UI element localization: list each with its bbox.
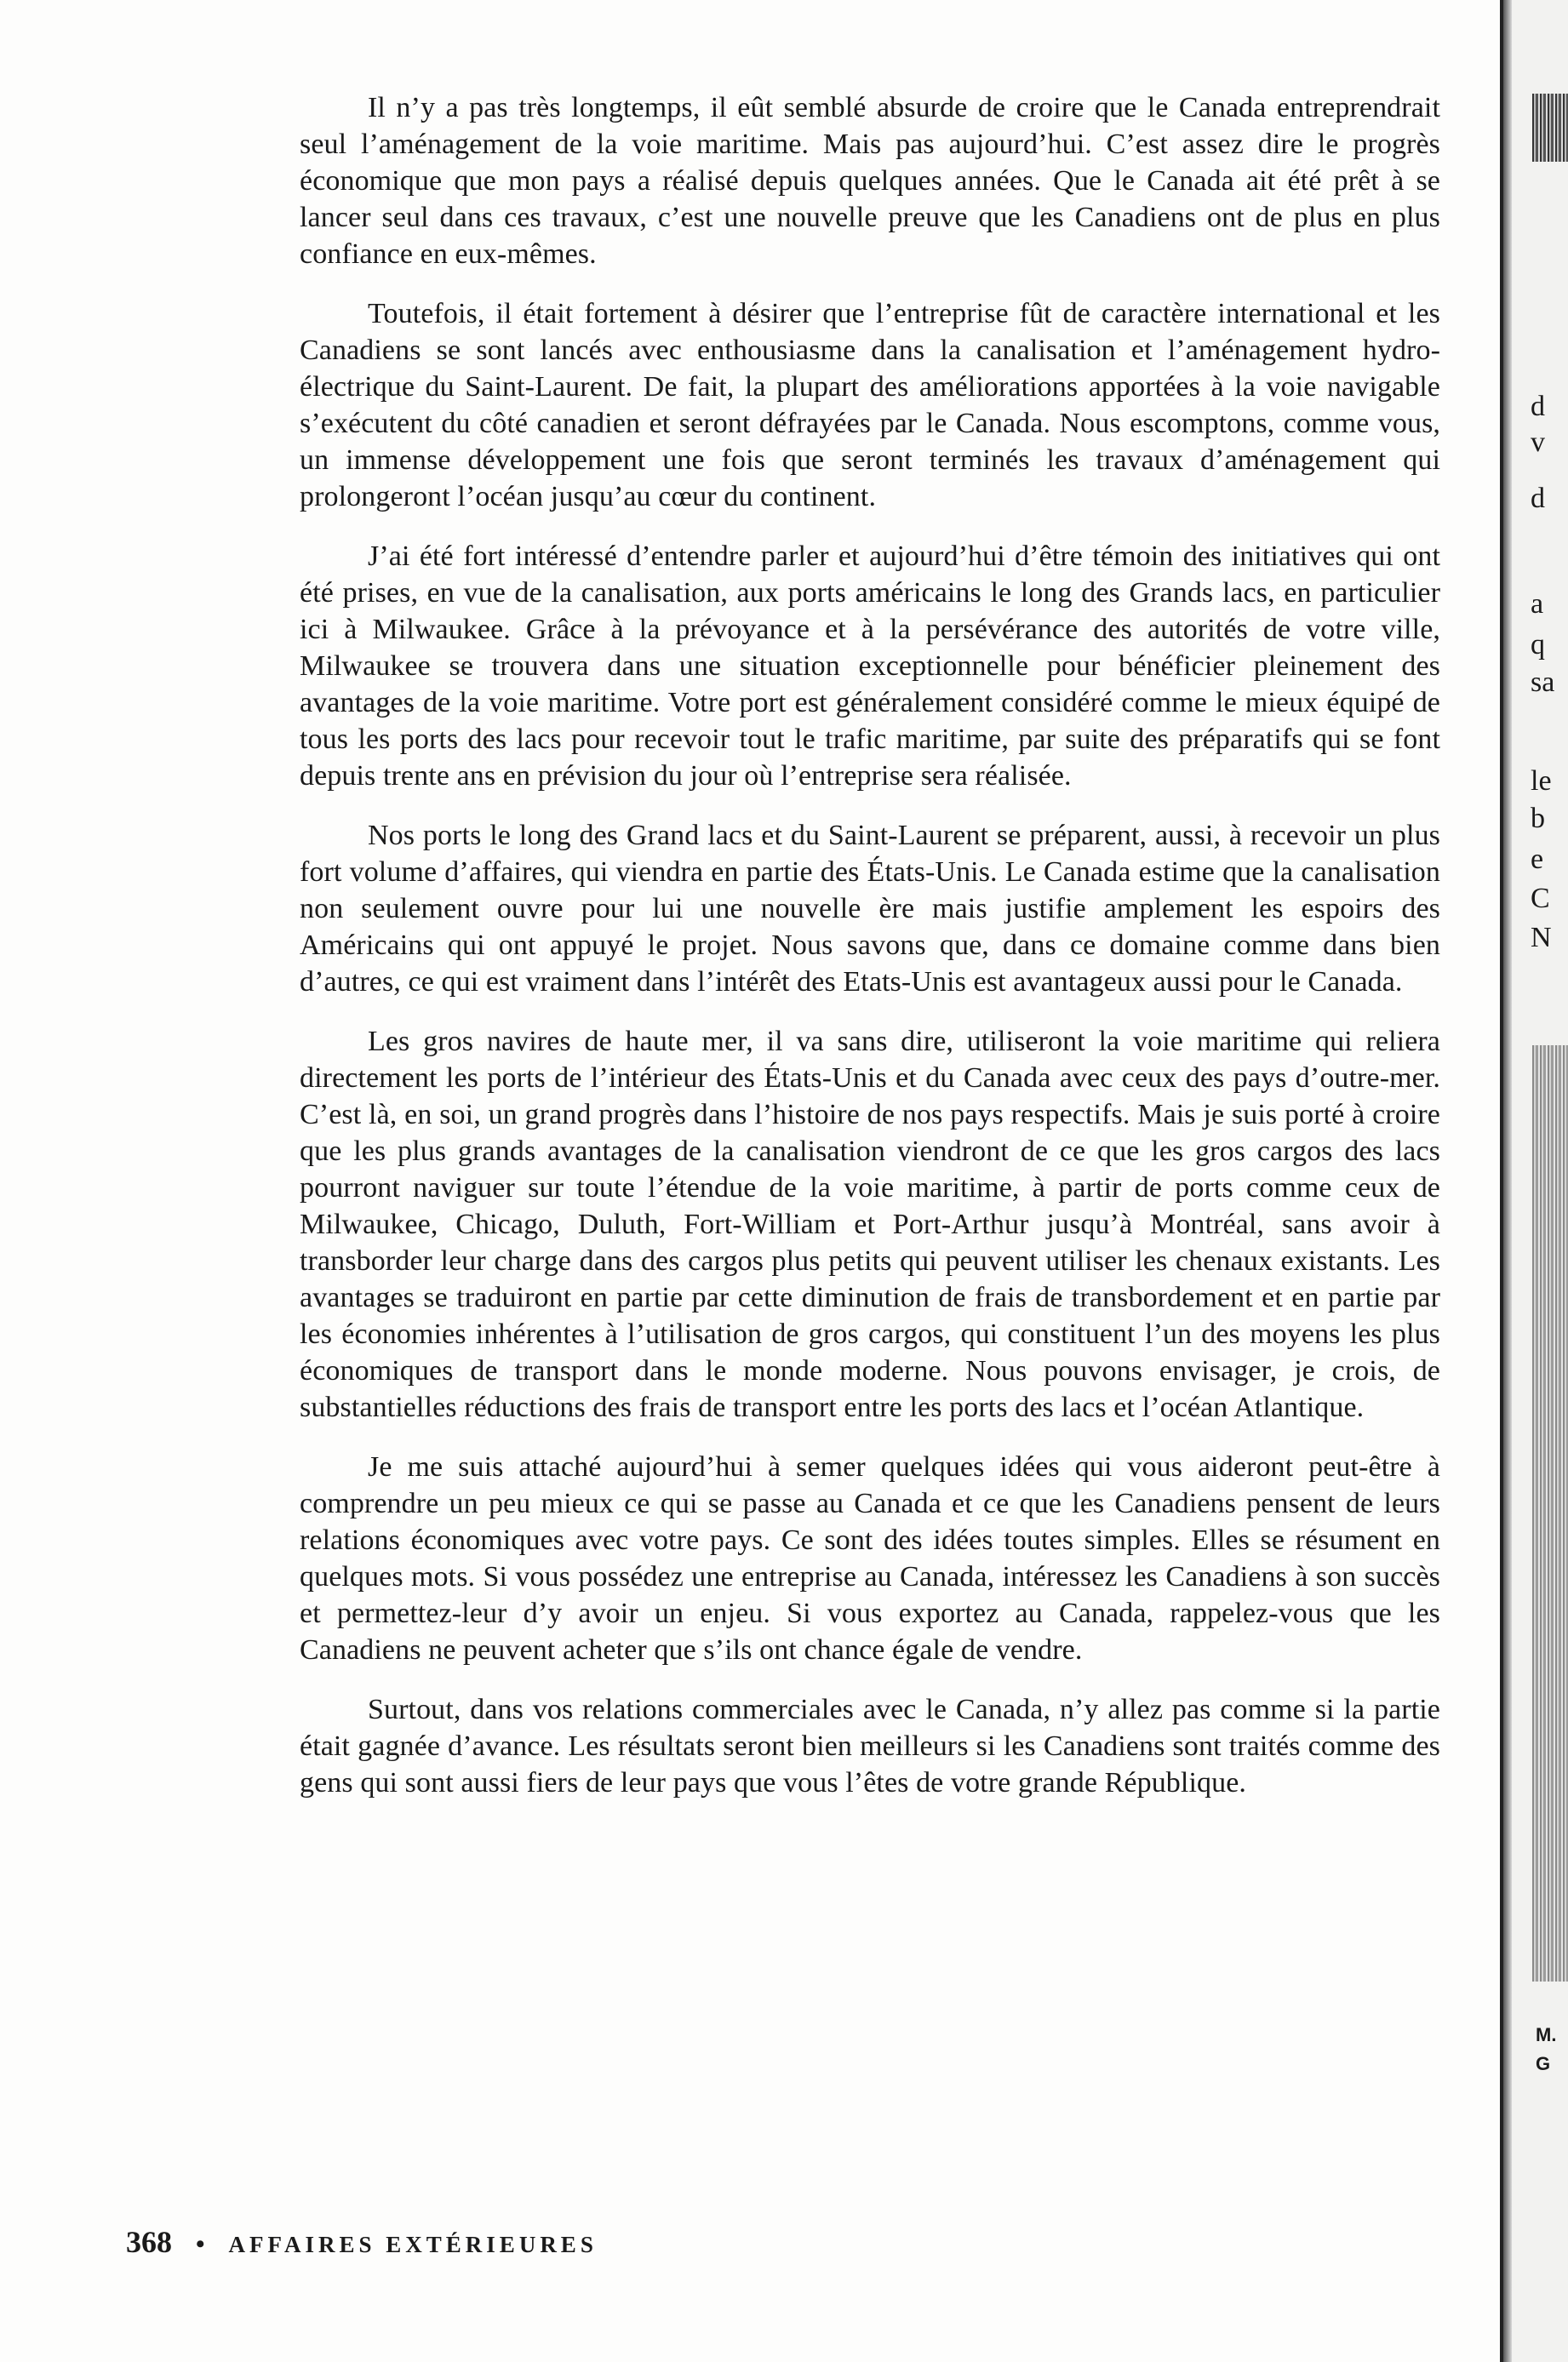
edge-graphic-top xyxy=(1532,94,1568,162)
edge-fragment: e xyxy=(1531,844,1544,875)
edge-caption-1: M. xyxy=(1536,2024,1557,2045)
edge-fragment: d xyxy=(1531,483,1545,514)
page-number: 368 xyxy=(126,2225,172,2259)
edge-fragment: q xyxy=(1531,629,1545,661)
paragraph-6: Je me suis attaché aujourd’hui à semer quelques idées qui vous aideront peut-être à comprendre un peu mieux ce qui se passe au Canada et ce que les Canadiens pensent de leurs relations économiques avec votre pays. Ce sont des idées toutes simples. Elles se résument en quelques mots. Si vous possédez une entreprise au Canada, intéressez les Canadiens à son succès et permettez-leur d’y avoir un enjeu. Si vous exportez au Canada, rappelez-vous que les Canadiens ne peuvent acheter que s’ils ont chance égale de vendre. xyxy=(300,1451,1440,1666)
edge-fragment: d xyxy=(1531,391,1545,422)
edge-fragment: b xyxy=(1531,803,1545,834)
edge-fragment: sa xyxy=(1531,666,1555,698)
edge-photo xyxy=(1532,1045,1568,1982)
paragraph-1: Il n’y a pas très longtemps, il eût semblé absurde de croire que le Canada entreprendrait seul l’aménagement de la voie maritime. Mais pas aujourd’hui. C’est assez dire le progrès économique que mon pays a réalisé depuis quelques années. Que le Canada ait été prêt à se lancer seul dans ces travaux, c’est une nouvelle preuve que les Canadiens ont de plus en plus confiance en eux-mêmes. xyxy=(300,92,1440,270)
footer-bullet: • xyxy=(196,2230,205,2258)
edge-fragment: a xyxy=(1531,588,1544,620)
edge-caption-2: G xyxy=(1536,2053,1551,2074)
edge-fragment: C xyxy=(1531,883,1550,914)
page-footer xyxy=(126,2224,598,2260)
edge-fragment: le xyxy=(1531,765,1552,797)
running-title: AFFAIRES EXTÉRIEURES xyxy=(228,2232,598,2257)
edge-fragment: v xyxy=(1531,426,1545,458)
edge-fragment: N xyxy=(1531,922,1552,953)
paragraph-5: Les gros navires de haute mer, il va sans dire, utiliseront la voie maritime qui reliera directement les ports de l’intérieur des États-Unis et du Canada avec ceux des pays d’outre-mer. C’est là, en soi, un grand progrès dans l’histoire de nos pays respectifs. Mais je suis porté à croire que les plus grands avantages de la canalisation viendront de ce que les gros cargos des lacs pourront naviguer sur toute l’étendue de la voie maritime, à partir de ports comme ceux de Milwaukee, Chicago, Duluth, Fort-William et Port-Arthur jusqu’à Montréal, sans avoir à transborder leur charge dans des cargos plus petits qui peuvent utiliser les chenaux existants. Les avantages se traduiront en partie par cette diminution de frais de transbordement et en partie par les économies inhérentes à l’utilisation de gros cargos, qui constituent l’un des moyens les plus économiques de transport dans le monde moderne. Nous pouvons envisager, je crois, de substantielles réductions des frais de transport entre les ports des lacs et l’océan Atlantique. xyxy=(300,1026,1440,1423)
paragraph-3: J’ai été fort intéressé d’entendre parler et aujourd’hui d’être témoin des initiatives qui ont été prises, en vue de la canalisation, aux ports américains le long des Grands lacs, en particulier ici à Milwaukee. Grâce à la prévoyance et à la persévérance des autorités de votre ville, Milwaukee se trouvera dans une situation exceptionnelle pour bénéficier pleinement des avantages de la voie maritime. Votre port est généralement considéré comme le mieux équipé de tous les ports des lacs pour recevoir tout le trafic maritime, par suite des préparatifs qui se font depuis trente ans en prévision du jour où l’entreprise sera réalisée. xyxy=(300,540,1440,792)
paragraph-2: Toutefois, il était fortement à désirer que l’entreprise fût de caractère international et les Canadiens se sont lancés avec enthousiasme dans la canalisation et l’aménagement hydro-électrique du Saint-Laurent. De fait, la plupart des améliorations apportées à la voie navigable s’exécutent du côté canadien et seront défrayées par le Canada. Nous escomptons, comme vous, un immense développement une fois que seront terminés les travaux d’aménagement qui prolongeront l’océan jusqu’au cœur du continent. xyxy=(300,298,1440,512)
body-text xyxy=(300,89,1440,1824)
paragraph-7: Surtout, dans vos relations commerciales avec le Canada, n’y allez pas comme si la partie était gagnée d’avance. Les résultats seront bien meilleurs si les Canadiens sont traités comme des gens qui sont aussi fiers de leur pays que vous l’êtes de votre grande République. xyxy=(300,1694,1440,1799)
paragraph-4: Nos ports le long des Grand lacs et du Saint-Laurent se préparent, aussi, à recevoir un plus fort volume d’affaires, qui viendra en partie des États-Unis. Le Canada estime que la canalisation non seulement ouvre pour lui une nouvelle ère mais justifie amplement les espoirs des Américains qui ont appuyé le projet. Nous savons que, dans ce domaine comme dans bien d’autres, ce qui est vraiment dans l’intérêt des Etats-Unis est avantageux aussi pour le Canada. xyxy=(300,820,1440,998)
page-spine-shadow xyxy=(1503,0,1512,2362)
